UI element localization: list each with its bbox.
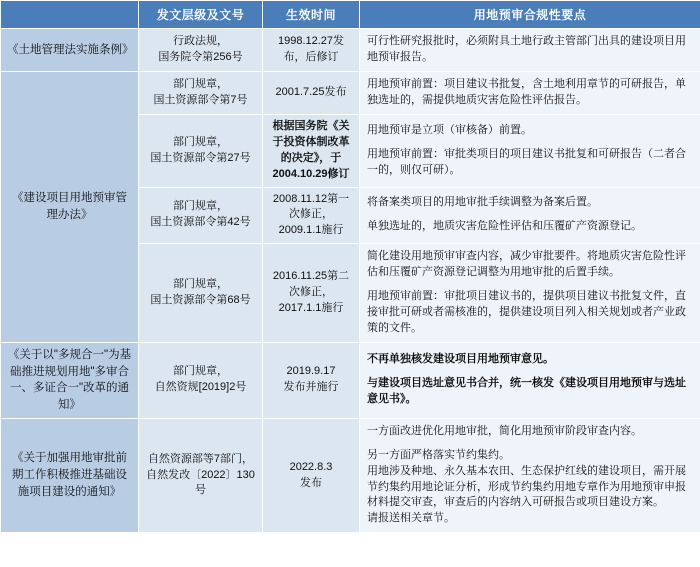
level-and-number-cell: 部门规章， 国土资源部令第7号 — [139, 71, 263, 114]
compliance-points-cell — [360, 418, 700, 533]
compliance-points-cell — [360, 71, 700, 114]
level-and-number-cell: 行政法规， 国务院令第256号 — [139, 29, 263, 72]
level-and-number-cell: 自然资源部等7部门， 自然发改〔2022〕130号 — [139, 418, 263, 533]
compliance-point: 一方面改进优化用地审批，简化用地预审阶段审查内容。 — [367, 424, 642, 437]
column-header-effective-time: 生效时间 — [263, 1, 360, 29]
compliance-point: 用地预审前置：审批类项目的项目建议书批复和可研报告（二者合一的，则仅可研）。 — [367, 147, 686, 176]
table-row — [1, 71, 700, 114]
effective-time-cell: 2016.11.25第二次修正， 2017.1.1施行 — [263, 244, 360, 343]
effective-time-cell: 2019.9.17 发布并施行 — [263, 343, 360, 419]
effective-time-cell: 2008.11.12第一次修正， 2009.1.1施行 — [263, 187, 360, 244]
column-header-document — [1, 1, 139, 29]
level-and-number-cell: 部门规章， 国土资源部令第42号 — [139, 187, 263, 244]
document-name-cell: 《土地管理法实施条例》 — [1, 29, 139, 72]
compliance-point: 简化建设用地预审审查内容，减少审批要件。将地质灾害危险性评估和压覆矿产资源登记调整为用地审批的后置手续。 — [367, 250, 686, 279]
column-header-compliance-points: 用地预审合规性要点 — [360, 1, 700, 29]
compliance-points-cell — [360, 187, 700, 244]
compliance-point: 另一方面严格落实节约集约。 用地涉及种地、永久基本农田、生态保护红线的建设项目，需开展节约集约用地论证分析，形成节约集约用地专章作为用地预审申报材料提交审查，审查后的内容纳入可研报告或项目建设方案。 请报送相关章节。 — [367, 448, 686, 525]
column-header-level: 发文层级及文号 — [139, 1, 263, 29]
table-body — [1, 29, 700, 533]
effective-time-cell: 2022.8.3 发布 — [263, 418, 360, 533]
compliance-point: 可行性研究报批时，必须附具土地行政主管部门出具的建设项目用地预审报告。 — [367, 35, 686, 63]
compliance-points-cell — [360, 114, 700, 187]
compliance-point: 与建设项目选址意见书合并，统一核发《建设项目用地预审与选址意见书》。 — [367, 377, 686, 406]
document-name-cell: 《建设项目用地预审管理办法》 — [1, 71, 139, 342]
table-header-row — [1, 1, 700, 29]
compliance-point: 将备案类项目的用地审批手续调整为备案后置。 — [367, 196, 598, 209]
effective-time-cell: 1998.12.27发布，后修订 — [263, 29, 360, 72]
effective-time-cell: 2001.7.25发布 — [263, 71, 360, 114]
table-row — [1, 418, 700, 533]
compliance-point: 单独选址的，地质灾害危险性评估和压覆矿产资源登记。 — [367, 220, 642, 233]
effective-time-cell: 根据国务院《关于投资体制改革的决定》，于2004.10.29修订 — [263, 114, 360, 187]
compliance-point: 用地预审前置：项目建议书批复，含土地利用章节的可研报告，单独选址的，需提供地质灾害危险性评估报告。 — [367, 77, 686, 106]
compliance-point: 用地预审前置：审批项目建议书的，提供项目建议书批复文件，直接审批可研或者需核准的，提供建设项目列入相关规划或者产业政策的文件。 — [367, 290, 686, 335]
level-and-number-cell: 部门规章， 国土资源部令第68号 — [139, 244, 263, 343]
compliance-point: 用地预审是立项（审核备）前置。 — [367, 123, 532, 136]
level-and-number-cell: 部门规章， 国土资源部令第27号 — [139, 114, 263, 187]
compliance-points-cell — [360, 343, 700, 419]
compliance-points-cell — [360, 29, 700, 72]
table-row — [1, 343, 700, 419]
document-name-cell: 《关于加强用地审批前期工作积极推进基础设施项目建设的通知》 — [1, 418, 139, 533]
document-name-cell: 《关于以"多规合一"为基础推进规划用地"多审合一、多证合一"改革的通知》 — [1, 343, 139, 419]
compliance-point: 不再单独核发建设项目用地预审意见。 — [367, 353, 554, 366]
compliance-points-cell — [360, 244, 700, 343]
table-row — [1, 29, 700, 72]
table-header — [1, 1, 700, 29]
level-and-number-cell: 部门规章， 自然资规[2019]2号 — [139, 343, 263, 419]
